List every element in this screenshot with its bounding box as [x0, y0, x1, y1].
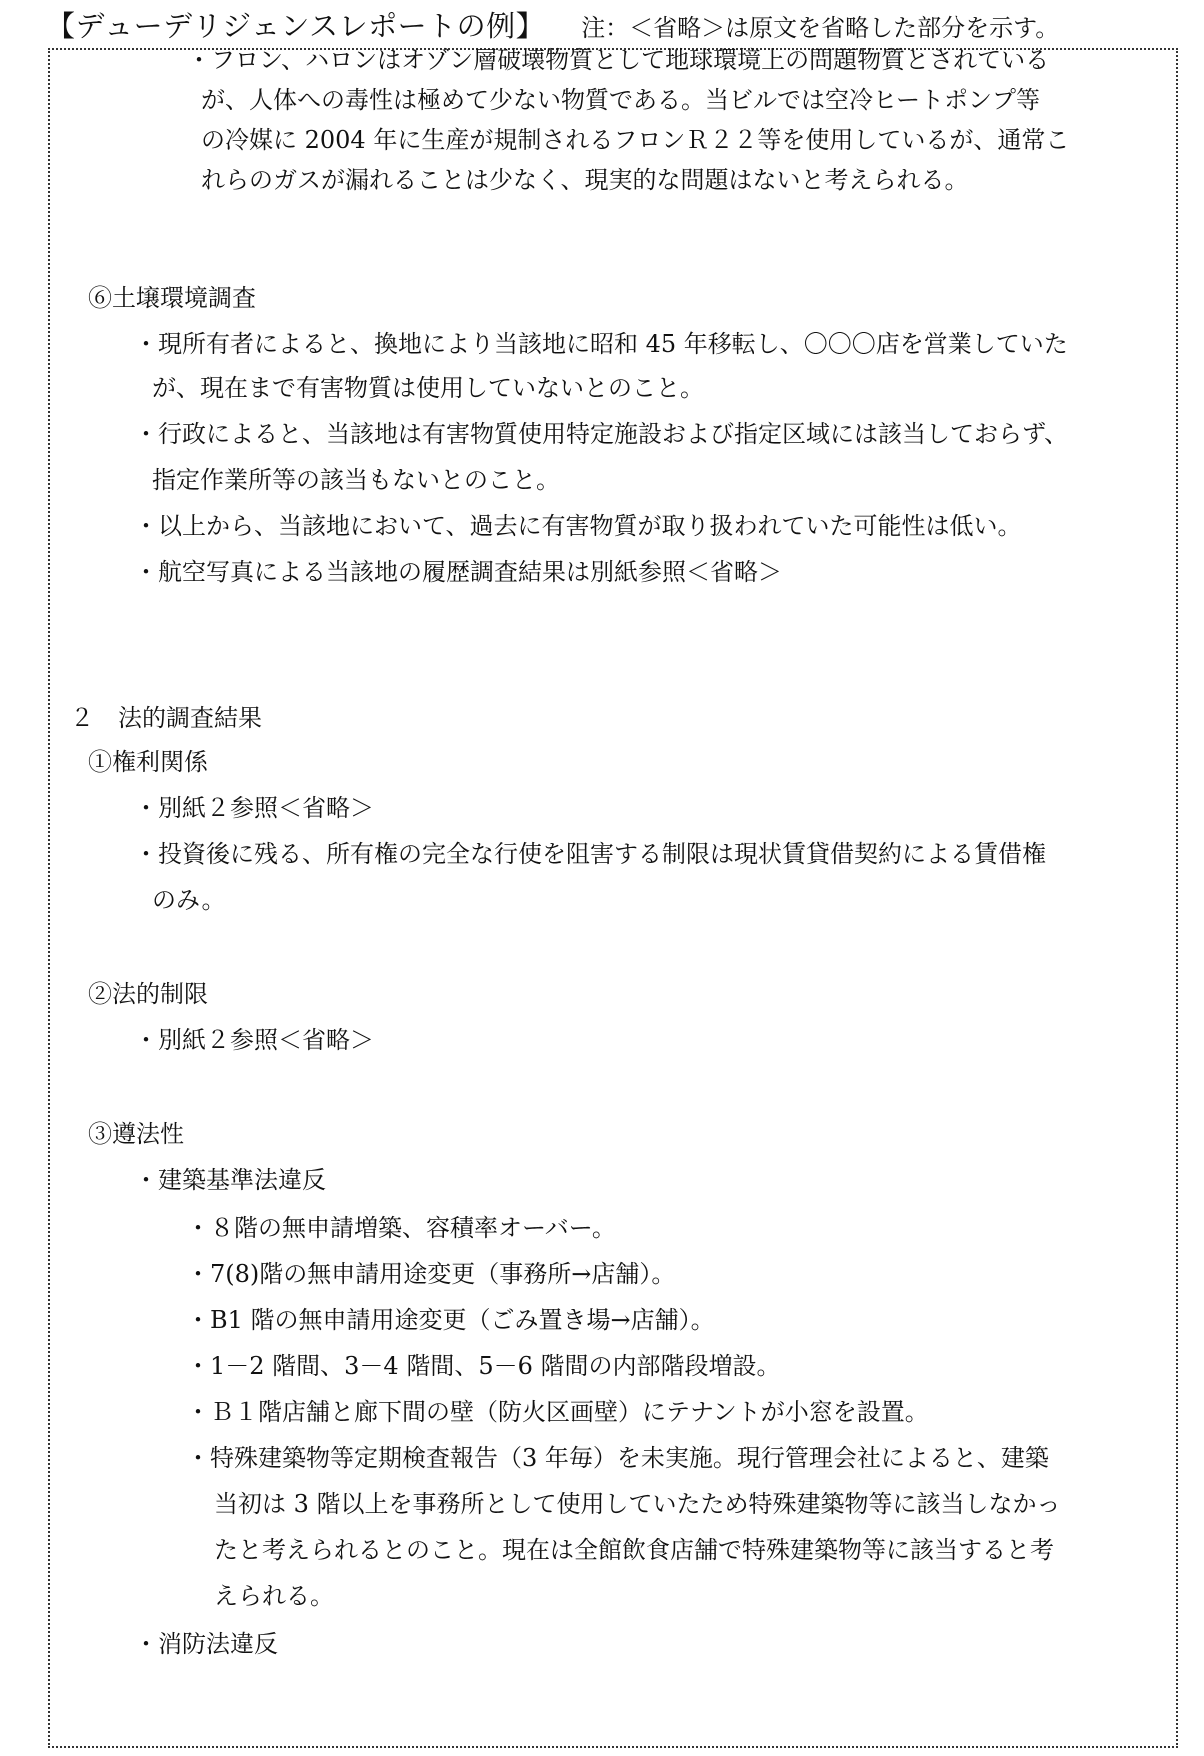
omission-note: 注：＜省略＞は原文を省略した部分を示す。: [581, 14, 1060, 42]
soil-line: ・行政によると、当該地は有害物質使用特定施設および指定区域には該当しておらず、: [134, 420, 1069, 448]
report-title: 【デューデリジェンスレポートの例】: [46, 9, 546, 43]
violation-item: えられる。: [214, 1582, 334, 1610]
legal-survey-heading: ２ 法的調査結果: [70, 704, 262, 732]
fire-act-violation: ・消防法違反: [134, 1630, 278, 1658]
soil-survey-heading: ⑥土壌環境調査: [88, 284, 256, 312]
soil-line: ・航空写真による当該地の履歴調査結果は別紙参照＜省略＞: [134, 558, 782, 586]
soil-line: ・現所有者によると、換地により当該地に昭和 45 年移転し、〇〇〇店を営業していた: [134, 330, 1068, 358]
building-act-violation: ・建築基準法違反: [134, 1166, 326, 1194]
violation-item: ・特殊建築物等定期検査報告（3 年毎）を未実施。現行管理会社によると、建築: [186, 1444, 1049, 1472]
report-header: [46, 4, 1059, 44]
freon-line: の冷媒に 2004 年に生産が規制されるフロンＲ２２等を使用しているが、通常こ: [201, 126, 1070, 154]
violation-item: 当初は 3 階以上を事務所として使用していたため特殊建築物等に該当しなかっ: [214, 1490, 1061, 1518]
rights-line: のみ。: [152, 886, 226, 914]
freon-line: れらのガスが漏れることは少なく、現実的な問題はないと考えられる。: [201, 166, 969, 194]
violation-item: ・Ｂ１階店舗と廊下間の壁（防火区画壁）にテナントが小窓を設置。: [186, 1398, 929, 1426]
freon-line: ・フロン、ハロンはオゾン層破壊物質として地球環境上の問題物質とされている: [187, 46, 1050, 74]
violation-item: ・1－2 階間、3－4 階間、5－6 階間の内部階段増設。: [186, 1352, 781, 1380]
violation-item: ・7(8)階の無申請用途変更（事務所→店舗）。: [186, 1260, 676, 1288]
soil-line: ・以上から、当該地において、過去に有害物質が取り扱われていた可能性は低い。: [134, 512, 1022, 540]
violation-item: たと考えられるとのこと。現在は全館飲食店舗で特殊建築物等に該当すると考: [214, 1536, 1054, 1564]
restrictions-heading: ②法的制限: [88, 980, 208, 1008]
soil-line: が、現在まで有害物質は使用していないとのこと。: [152, 374, 704, 402]
freon-line: が、人体への毒性は極めて少ない物質である。当ビルでは空冷ヒートポンプ等: [201, 86, 1041, 114]
rights-heading: ①権利関係: [88, 748, 208, 776]
rights-line: ・投資後に残る、所有権の完全な行使を阻害する制限は現状賃貸借契約による賃借権: [134, 840, 1046, 868]
restrictions-line: ・別紙２参照＜省略＞: [134, 1026, 374, 1054]
soil-line: 指定作業所等の該当もないとのこと。: [152, 466, 560, 494]
violation-item: ・B1 階の無申請用途変更（ごみ置き場→店舗）。: [186, 1306, 715, 1334]
compliance-heading: ③遵法性: [88, 1120, 184, 1148]
violation-item: ・８階の無申請増築、容積率オーバー。: [186, 1214, 616, 1242]
rights-line: ・別紙２参照＜省略＞: [134, 794, 374, 822]
